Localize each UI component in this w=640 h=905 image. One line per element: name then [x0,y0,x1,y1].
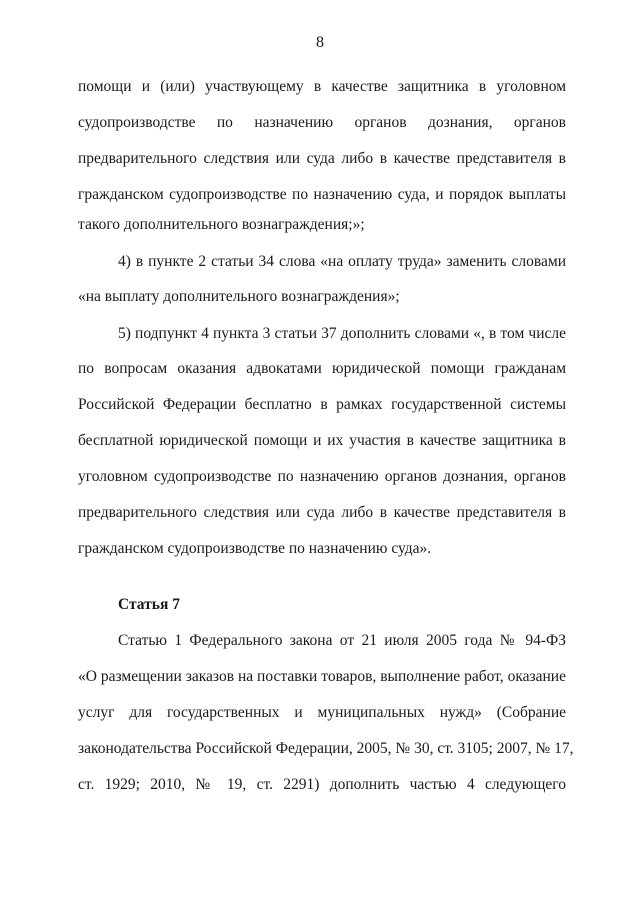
text-line: «на выплату дополнительного вознаграждения»; [78,288,400,305]
text-line: 4) в пункте 2 статьи 34 слова «на оплату труда» заменить словами [118,253,566,270]
text-line: уголовном судопроизводстве по назначению органов дознания, органов [78,468,566,485]
text-line: гражданском судопроизводстве по назначению суда, и порядок выплаты [78,186,566,203]
text-line: судопроизводстве по назначению органов дознания, органов [78,114,566,131]
text-line: бесплатной юридической помощи и их участия в качестве защитника в [78,432,566,449]
text-line: услуг для государственных и муниципальных нужд» (Собрание [78,704,566,721]
text-line: предварительного следствия или суда либо в качестве представителя в [78,504,566,521]
text-line: «О размещении заказов на поставки товаров, выполнение работ, оказание [78,668,566,685]
text-line: законодательства Российской Федерации, 2005, № 30, ст. 3105; 2007, № 17, [78,740,574,757]
text-line: Российской Федерации бесплатно в рамках государственной системы [78,396,566,413]
text-line: помощи и (или) участвующему в качестве защитника в уголовном [78,78,566,95]
text-line: ст. 1929; 2010, № 19, ст. 2291) дополнить частью 4 следующего [78,776,566,793]
text-line: предварительного следствия или суда либо в качестве представителя в [78,150,566,167]
text-line: 5) подпункт 4 пункта 3 статьи 37 дополнить словами «, в том числе [118,325,566,342]
text-line: Статью 1 Федерального закона от 21 июля 2005 года № 94-ФЗ [118,632,566,649]
article-heading: Статья 7 [118,596,180,613]
text-line: гражданском судопроизводстве по назначению суда». [78,540,432,557]
text-line: по вопросам оказания адвокатами юридической помощи гражданам [78,360,566,377]
page-number: 8 [316,34,324,51]
text-line: такого дополнительного вознаграждения;»; [78,216,365,233]
